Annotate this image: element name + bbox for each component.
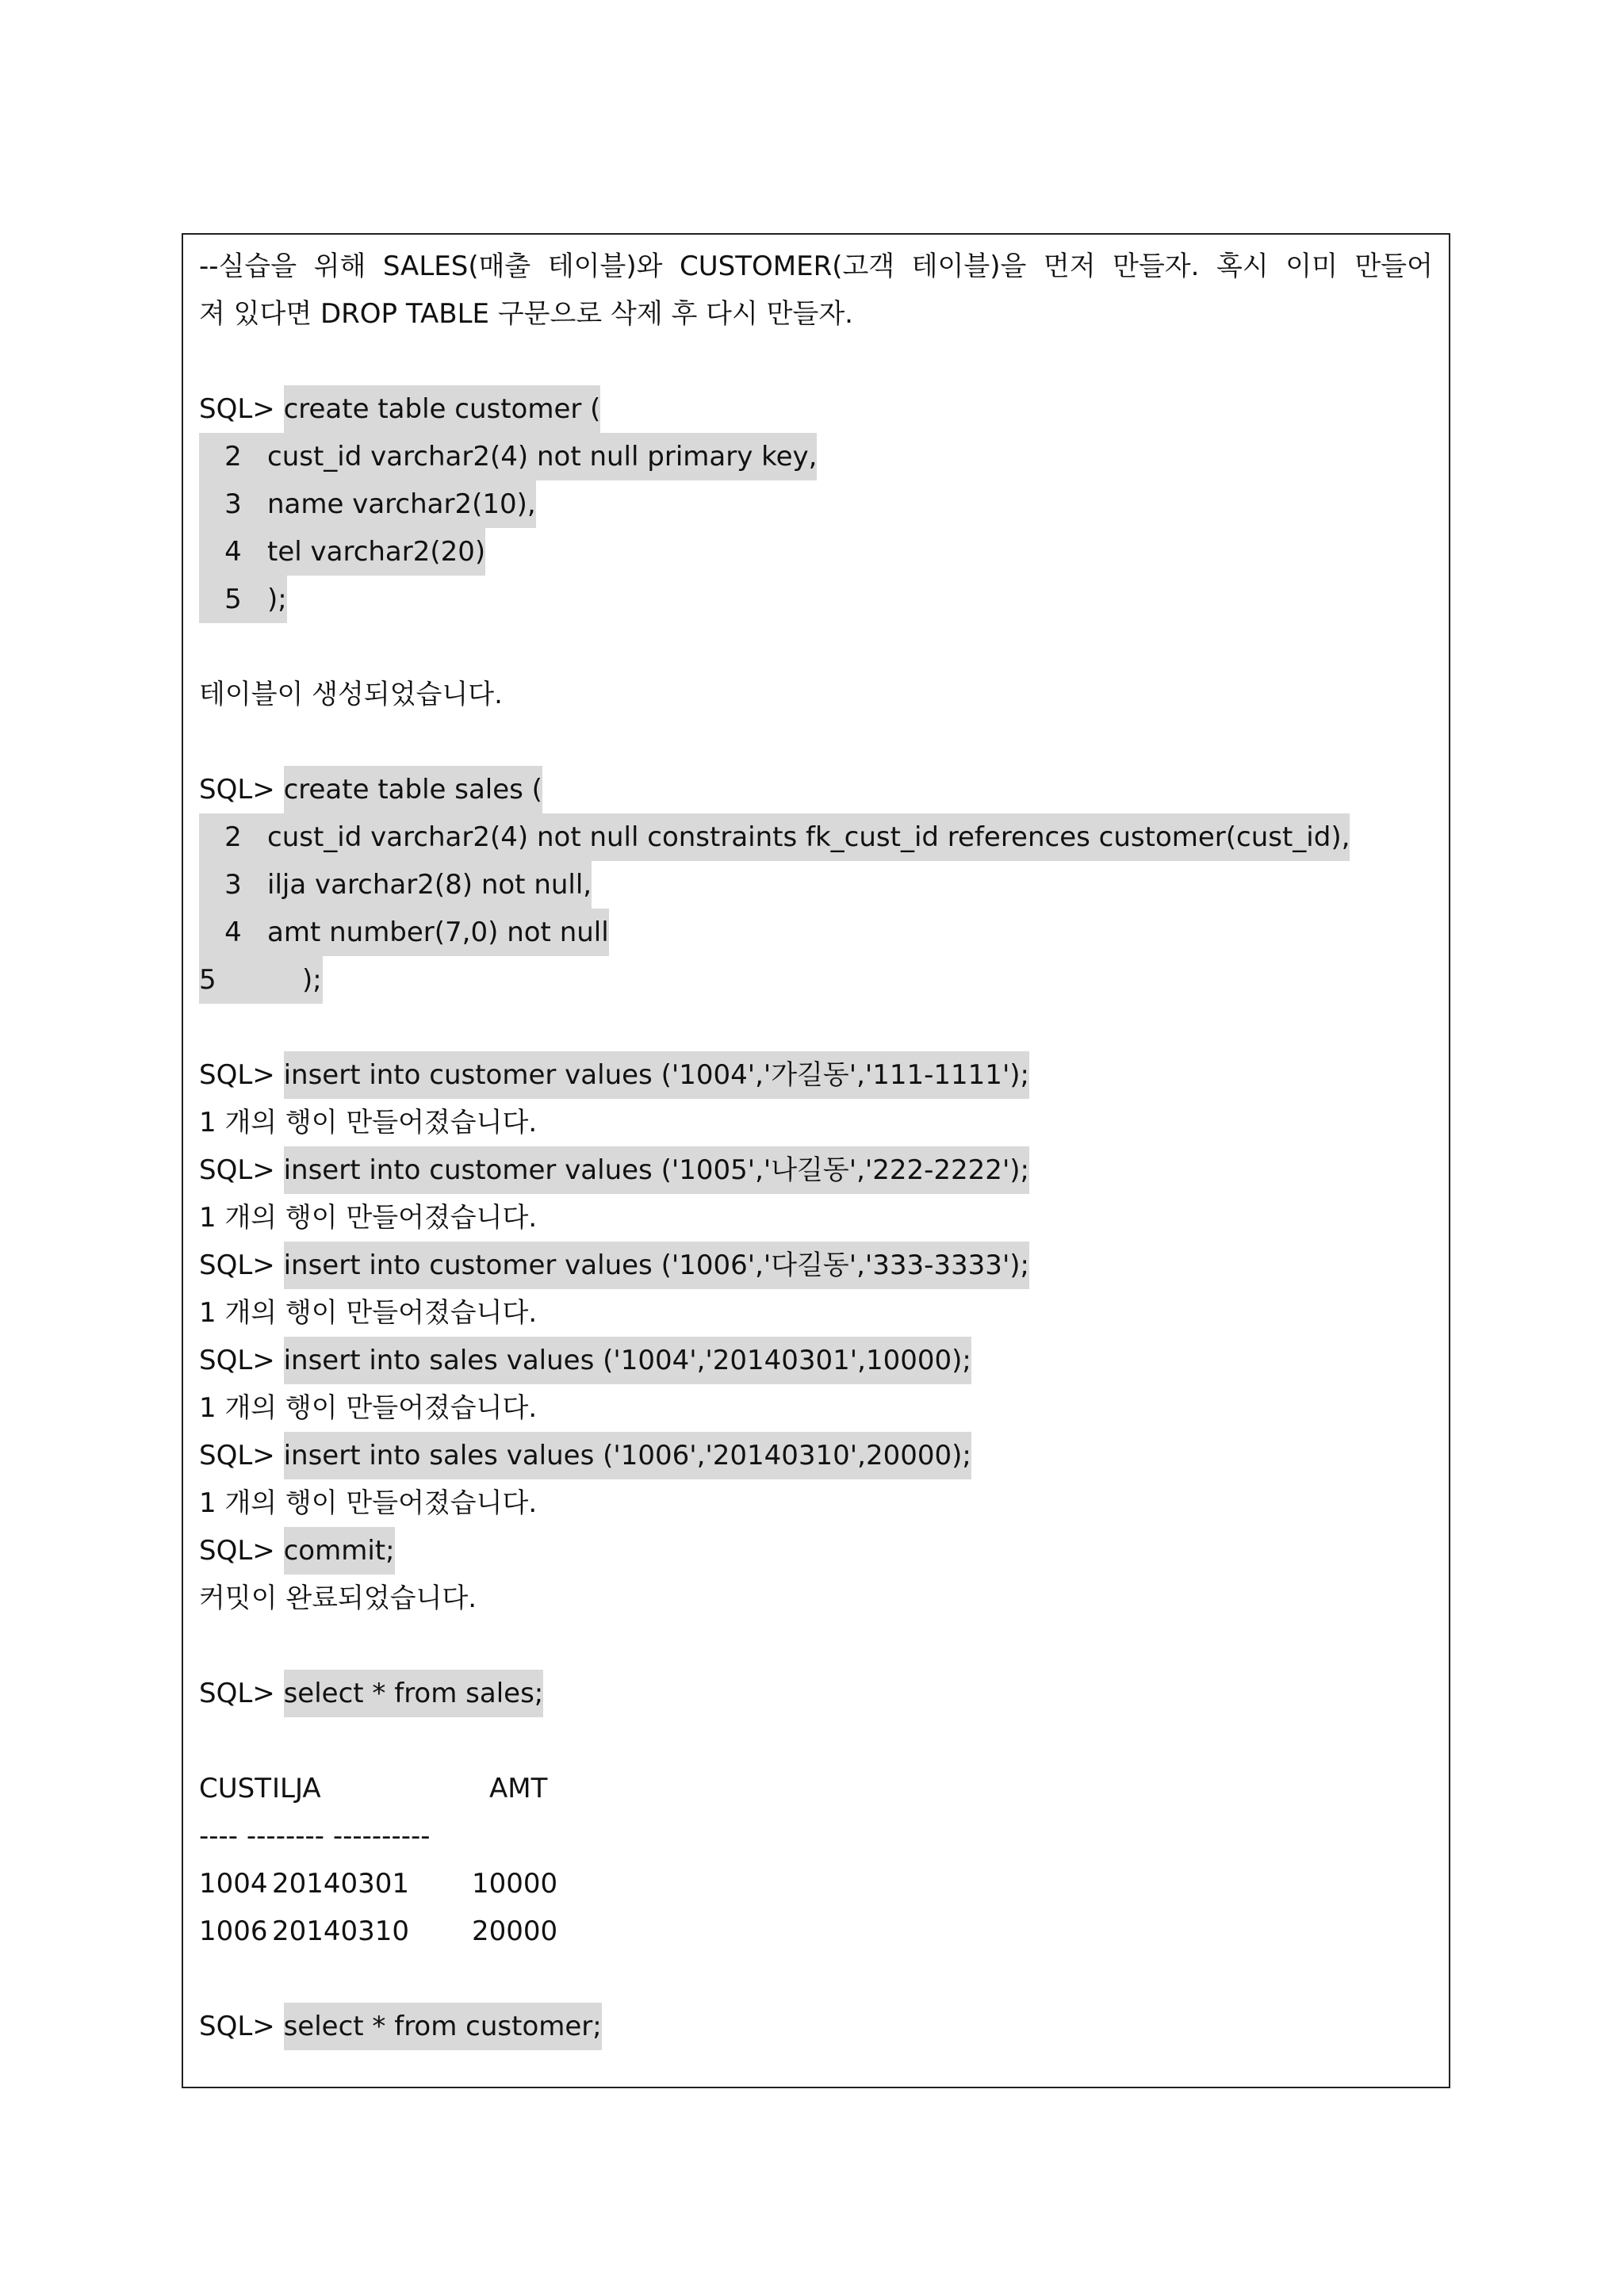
create-sales-line-3	[199, 861, 592, 909]
sql-prompt: SQL>	[199, 1440, 284, 1471]
sql-prompt: SQL>	[199, 1059, 284, 1091]
sql-command: create table sales (	[284, 766, 542, 813]
sql-command: create table customer (	[284, 385, 601, 433]
sql-command: name varchar2(10),	[267, 480, 536, 528]
create-sales-line-2	[199, 813, 1350, 861]
create-customer-line-2	[199, 433, 817, 480]
insert-customer-1004	[199, 1051, 1029, 1099]
commit-line	[199, 1527, 395, 1575]
column-header: ILJA	[272, 1773, 321, 1804]
closing-paren: );	[302, 964, 322, 996]
result-separator: ---- -------- ----------	[199, 1820, 431, 1852]
sql-prompt: SQL>	[199, 1249, 284, 1281]
sql-command: insert into customer values ('1005','나길동','222-2222');	[284, 1146, 1029, 1194]
insert-result: 1 개의 행이 만들어졌습니다.	[199, 1107, 538, 1138]
sql-command: tel varchar2(20)	[267, 528, 485, 576]
cell-amt: 20000	[472, 1915, 558, 1947]
create-sales-line-4	[199, 909, 609, 956]
insert-customer-1006	[199, 1242, 1029, 1289]
column-header: AMT	[489, 1773, 548, 1804]
sql-command: select * from sales;	[284, 1670, 544, 1717]
insert-customer-1005	[199, 1146, 1029, 1194]
sql-command: amt number(7,0) not null	[267, 909, 609, 956]
sql-command: insert into sales values ('1006','20140310',20000);	[284, 1432, 971, 1479]
intro-line-2: 져 있다면 DROP TABLE 구문으로 삭제 후 다시 만들자.	[199, 298, 853, 330]
line-number: 4	[199, 909, 267, 956]
result-row	[199, 1860, 675, 1908]
sql-prompt: SQL>	[199, 774, 284, 806]
sql-command-last	[199, 956, 323, 1004]
create-customer-result: 테이블이 생성되었습니다.	[199, 679, 503, 710]
line-number: 5	[199, 964, 216, 996]
commit-result: 커밋이 완료되었습니다.	[199, 1582, 477, 1614]
select-sales-line	[199, 1670, 543, 1717]
result-row	[199, 1908, 675, 1955]
select-customer-line	[199, 2003, 602, 2050]
sql-command: insert into sales values ('1004','20140301',10000);	[284, 1337, 971, 1384]
column-header: CUST	[199, 1773, 271, 1804]
cell-ilja: 20140301	[272, 1868, 410, 1900]
sql-command: insert into customer values ('1004','가길동','111-1111');	[284, 1051, 1029, 1099]
sql-prompt: SQL>	[199, 1154, 284, 1186]
cell-amt: 10000	[472, 1868, 558, 1900]
insert-sales-1004	[199, 1337, 971, 1384]
intro-line-1: --실습을 위해 SALES(매출 테이블)와 CUSTOMER(고객 테이블)을 먼저 만들자. 혹시 이미 만들어	[199, 251, 1433, 282]
line-number: 3	[199, 480, 267, 528]
intro-text	[199, 243, 1433, 338]
sql-command: cust_id varchar2(4) not null constraints fk_cust_id references customer(cust_id),	[267, 813, 1350, 861]
sql-command: cust_id varchar2(4) not null primary key,	[267, 433, 817, 480]
sql-prompt: SQL>	[199, 1535, 284, 1567]
insert-sales-1006	[199, 1432, 971, 1479]
sql-session-box	[182, 233, 1450, 2088]
line-number: 2	[199, 433, 267, 480]
cell-cust: 1004	[199, 1868, 268, 1900]
cell-cust: 1006	[199, 1915, 268, 1947]
line-number: 5	[199, 576, 267, 623]
create-sales-line-5	[199, 956, 323, 1004]
create-customer-line-4	[199, 528, 485, 576]
insert-result: 1 개의 행이 만들어졌습니다.	[199, 1297, 538, 1329]
sql-prompt: SQL>	[199, 1678, 284, 1709]
insert-result: 1 개의 행이 만들어졌습니다.	[199, 1392, 538, 1424]
create-customer-line-5	[199, 576, 287, 623]
sql-prompt: SQL>	[199, 1345, 284, 1376]
sql-command: insert into customer values ('1006','다길동','333-3333');	[284, 1242, 1029, 1289]
sql-command: ilja varchar2(8) not null,	[267, 861, 592, 909]
create-customer-line-1	[199, 385, 600, 433]
sql-command: );	[267, 576, 287, 623]
sql-prompt: SQL>	[199, 2011, 284, 2042]
sql-command: select * from customer;	[284, 2003, 602, 2050]
line-number: 2	[199, 813, 267, 861]
sql-command: commit;	[284, 1527, 395, 1575]
result-header-row	[199, 1765, 675, 1812]
insert-result: 1 개의 행이 만들어졌습니다.	[199, 1202, 538, 1234]
line-number: 3	[199, 861, 267, 909]
line-number: 4	[199, 528, 267, 576]
cell-ilja: 20140310	[272, 1915, 410, 1947]
sql-prompt: SQL>	[199, 393, 284, 425]
create-sales-line-1	[199, 766, 542, 813]
insert-result: 1 개의 행이 만들어졌습니다.	[199, 1487, 538, 1519]
create-customer-line-3	[199, 480, 536, 528]
